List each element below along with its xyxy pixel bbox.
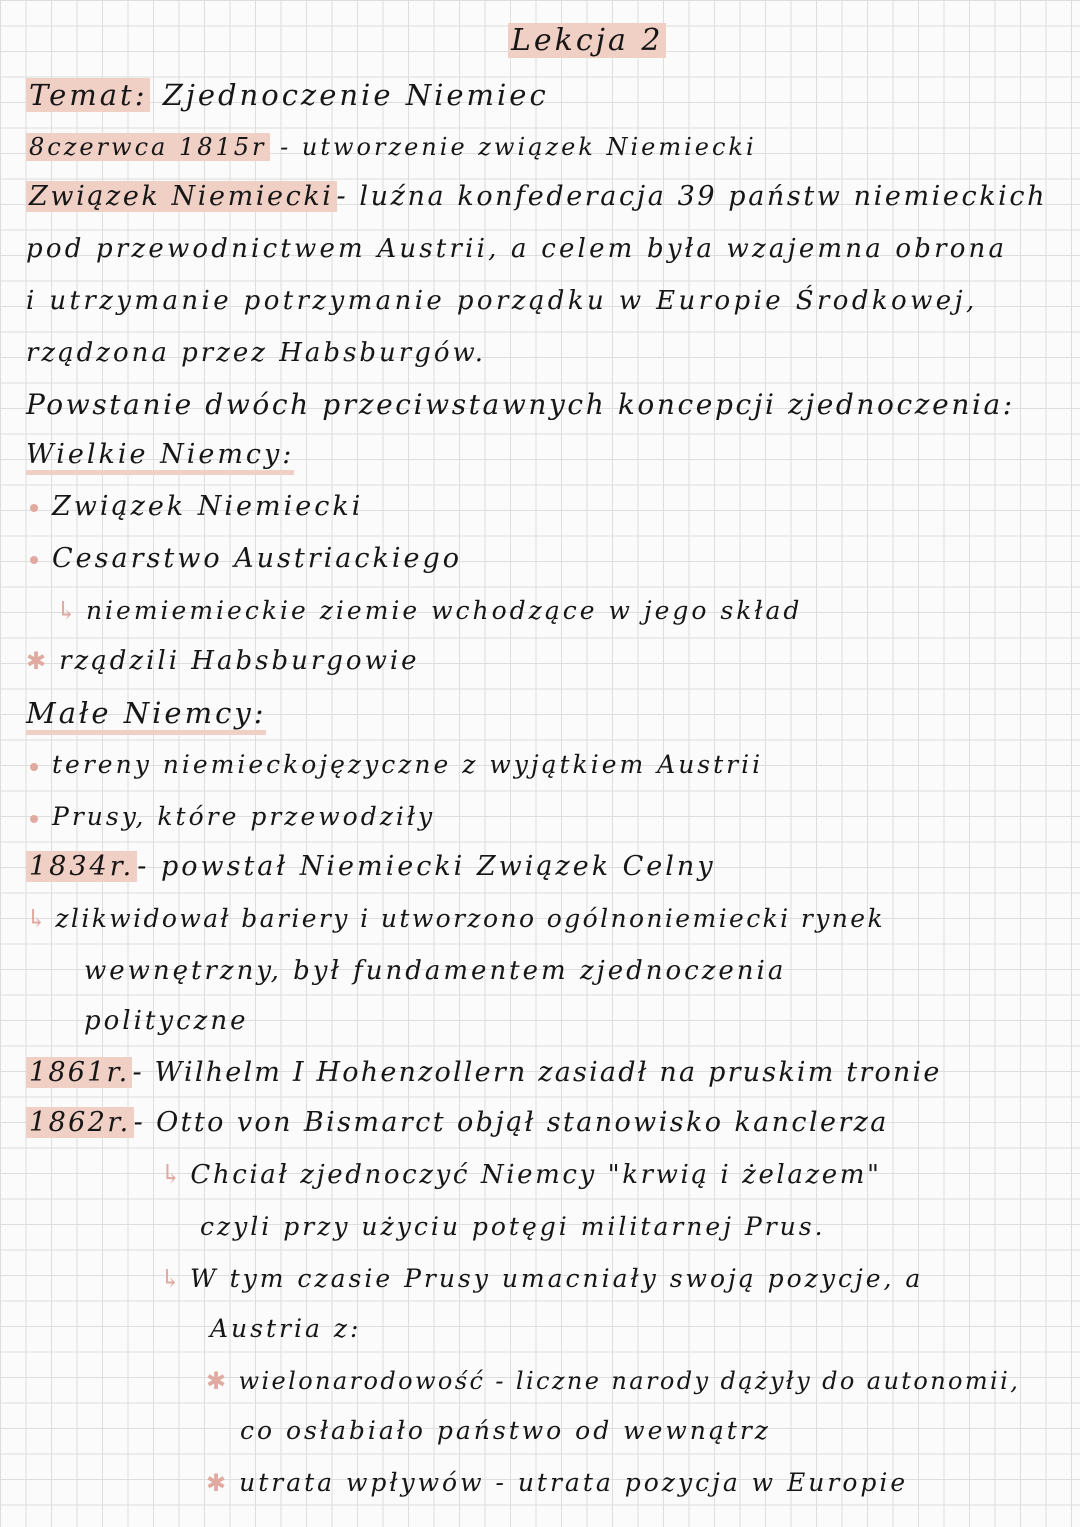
- note-line: 8czerwca 1815r - utworzenie związek Niemiecki: [26, 130, 757, 164]
- list-item: Prusy, które przewodziły: [30, 800, 435, 834]
- note-line: polityczne: [84, 1006, 249, 1036]
- note-line: wewnętrzny, był fundamentem zjednoczenia: [84, 956, 787, 986]
- date-highlight: 1862r.: [26, 1107, 134, 1138]
- list-item: ✱ rządzili Habsburgowie: [26, 646, 420, 676]
- page-title: Lekcja 2: [508, 24, 666, 58]
- note-line: rządzona przez Habsburgów.: [26, 338, 486, 368]
- arrow-icon: ↳: [160, 1264, 184, 1293]
- date-highlight: 8czerwca 1815r: [26, 133, 270, 161]
- note-line: co osłabiało państwo od wewnątrz: [240, 1416, 771, 1445]
- note-line: ↳ zlikwidował bariery i utworzono ogólnoniemiecki rynek: [26, 904, 886, 933]
- note-line: ↳ Chciał zjednoczyć Niemcy "krwią i żelazem": [160, 1160, 882, 1190]
- note-line: 1834r. - powstał Niemiecki Związek Celny: [26, 850, 716, 884]
- dot-icon: [30, 556, 38, 564]
- dot-icon: [30, 504, 38, 512]
- arrow-icon: ↳: [160, 1160, 185, 1190]
- note-line: i utrzymanie potrzymanie porządku w Europie Środkowej,: [26, 286, 978, 316]
- arrow-icon: ↳: [26, 904, 50, 933]
- list-item: Cesarstwo Austriackiego: [30, 542, 462, 576]
- note-line: 1861r. - Wilhelm I Hohenzollern zasiadł na pruskim tronie: [26, 1056, 942, 1090]
- section-heading: Wielkie Niemcy:: [26, 438, 294, 472]
- asterisk-icon: ✱: [26, 647, 50, 675]
- note-line: czyli przy użyciu potęgi militarnej Prus.: [200, 1212, 826, 1241]
- note-line: Austria z:: [210, 1314, 362, 1343]
- note-line: ✱ utrata wpływów - utrata pozycja w Europie: [206, 1468, 909, 1497]
- note-line: Związek Niemiecki - luźna konfederacja 39 państw niemieckich: [26, 180, 1047, 214]
- topic-label: Temat:: [26, 78, 150, 112]
- asterisk-icon: ✱: [206, 1367, 229, 1395]
- asterisk-icon: ✱: [206, 1469, 230, 1497]
- list-item: tereny niemieckojęzyczne z wyjątkiem Austrii: [30, 748, 763, 782]
- section-heading: Małe Niemcy:: [26, 696, 266, 730]
- date-highlight: 1861r.: [26, 1057, 132, 1088]
- dot-icon: [30, 815, 38, 823]
- topic-line: [26, 78, 549, 112]
- term-highlight: Związek Niemiecki: [26, 181, 337, 212]
- topic-text: Zjednoczenie Niemiec: [162, 78, 549, 112]
- note-line: Powstanie dwóch przeciwstawnych koncepcji zjednoczenia:: [26, 388, 1015, 421]
- arrow-icon: ↳: [56, 596, 80, 625]
- note-line: ↳ W tym czasie Prusy umacniały swoją pozycje, a: [160, 1264, 924, 1293]
- note-line: 1862r. - Otto von Bismarct objął stanowisko kanclerza: [26, 1106, 889, 1140]
- list-item: Związek Niemiecki: [30, 490, 363, 524]
- list-item: ↳ niemiemieckie ziemie wchodzące w jego skład: [56, 596, 803, 625]
- date-highlight: 1834r.: [26, 851, 137, 882]
- note-line: ✱ wielonarodowość - liczne narody dążyły do autonomii,: [206, 1367, 1021, 1395]
- note-line: pod przewodnictwem Austrii, a celem była wzajemna obrona: [26, 234, 1008, 264]
- dot-icon: [30, 763, 38, 771]
